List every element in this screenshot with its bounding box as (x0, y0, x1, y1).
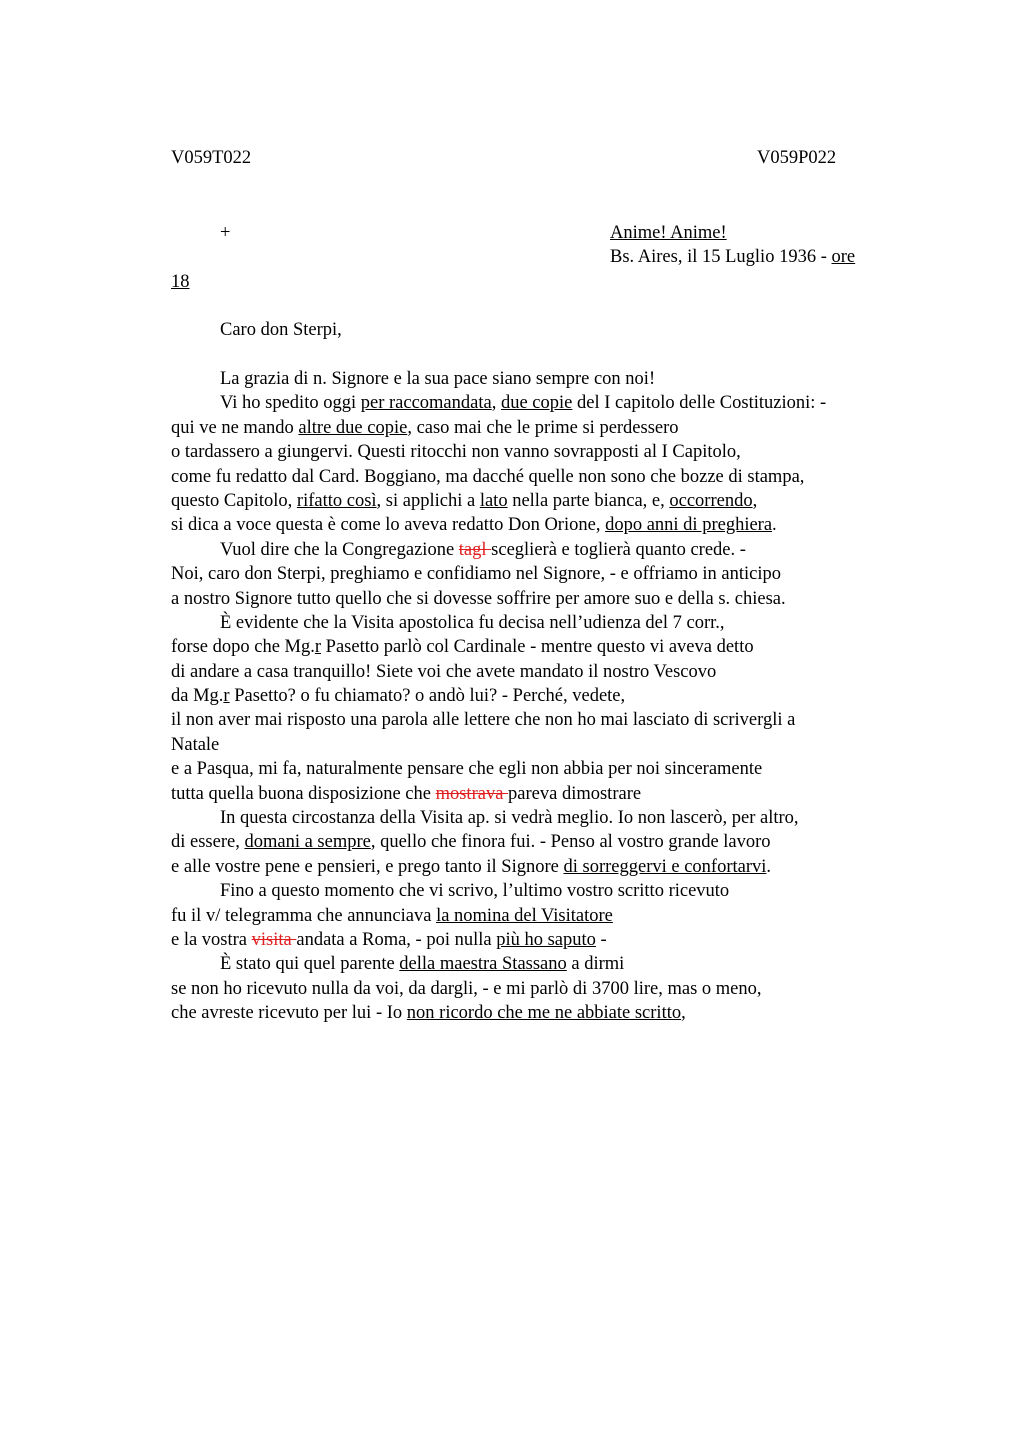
text-run: di andare a casa tranquillo! Siete voi che avete mandato il nostro Vescovo (171, 661, 717, 682)
text-run: Vi ho spedito oggi (220, 393, 361, 414)
dateline-time-continued: 18 (171, 272, 190, 292)
body-line (171, 1001, 931, 1025)
text-run: o tardassero a giungervi. Questi ritocchi non vanno sovrapposti al I Capitolo, (171, 442, 741, 463)
underlined-text: due copie (500, 393, 573, 414)
text-run: Natale (171, 734, 220, 755)
text-run: È stato qui quel parente (220, 954, 400, 975)
text-run: È evidente che la Visita apostolica fu decisa nell’udienza del 7 corr., (220, 612, 725, 633)
text-run: qui ve ne mando (171, 417, 299, 438)
text-run: , quello che finora fui. - Penso al vostro grande lavoro (370, 832, 771, 853)
body-line (171, 782, 931, 806)
text-run: , si applichi a (376, 490, 480, 511)
letter-body (171, 367, 931, 1026)
text-run: del I capitolo delle Costituzioni: - (572, 393, 827, 414)
text-run: che avreste ricevuto per lui - Io (171, 1003, 407, 1024)
underlined-text: della maestra Stassano (399, 954, 567, 975)
text-run: sceglierà e toglierà quanto crede. - (491, 539, 746, 560)
text-run: , (681, 1003, 686, 1024)
text-run: , (752, 490, 758, 511)
underlined-text: per raccomandata (360, 393, 492, 414)
body-line (171, 440, 931, 464)
text-run: come fu redatto dal Card. Boggiano, ma dacché quelle non sono che bozze di stampa, (171, 466, 805, 487)
text-run: di essere, (171, 832, 245, 853)
body-line (171, 708, 931, 732)
body-line (171, 684, 931, 708)
text-run: - (595, 929, 607, 950)
text-run: , caso mai che le prime si perdessero (407, 417, 679, 438)
underlined-text: lato (479, 490, 508, 511)
text-run: se non ho ricevuto nulla da voi, da dargli, - e mi parlò di 3700 lire, mas o meno, (171, 978, 762, 999)
underlined-text: di sorreggervi e confortarvi (563, 856, 767, 877)
underlined-text: r (223, 686, 230, 707)
struck-text: tagl (458, 539, 492, 560)
body-line (171, 830, 931, 854)
underlined-text: non ricordo che me ne abbiate scritto (406, 1003, 682, 1024)
right-reference-code: V059P022 (757, 148, 837, 168)
text-run: forse dopo che Mg. (171, 637, 315, 658)
text-run: . (766, 856, 772, 877)
cross-mark: + (220, 223, 231, 243)
struck-text: visita (251, 929, 297, 950)
body-line (171, 465, 931, 489)
body-line (171, 489, 931, 513)
underlined-text: r (314, 637, 322, 658)
salutation: Caro don Sterpi, (220, 320, 342, 340)
text-run: La grazia di n. Signore e la sua pace siano sempre con noi! (220, 369, 656, 389)
body-line (171, 928, 931, 952)
text-run: Pasetto? o fu chiamato? o andò lui? - Perché, vedete, (229, 686, 626, 707)
underlined-text: la nomina del Visitatore (436, 905, 613, 926)
text-run: e a Pasqua, mi fa, naturalmente pensare che egli non abbia per noi sinceramente (171, 759, 763, 780)
dateline-time: ore (831, 247, 856, 267)
body-line (171, 611, 931, 635)
body-line (171, 660, 931, 684)
motto: Anime! Anime! (610, 223, 727, 243)
body-line (171, 879, 931, 903)
underlined-text: dopo anni di preghiera (605, 515, 773, 536)
body-line (171, 635, 931, 659)
text-run: Fino a questo momento che vi scrivo, l’ultimo vostro scritto ricevuto (220, 881, 730, 902)
text-run: si dica a voce questa è come lo aveva redatto Don Orione, (171, 515, 606, 536)
text-run: da Mg. (171, 686, 224, 707)
text-run: Vuol dire che la Congregazione (220, 539, 459, 560)
text-run: il non aver mai risposto una parola alle lettere che non ho mai lasciato di scrivergli a (171, 710, 796, 731)
underlined-text: rifatto così (296, 490, 377, 511)
text-run: In questa circostanza della Visita ap. si vedrà meglio. Io non lascerò, per altro, (220, 808, 799, 829)
dateline (610, 245, 855, 269)
underlined-text: occorrendo (669, 490, 753, 511)
text-run: , (491, 393, 501, 414)
text-run: a nostro Signore tutto quello che si dovesse soffrire per amore suo e della s. chiesa. (171, 588, 786, 609)
text-run: questo Capitolo, (171, 490, 297, 511)
body-line (171, 538, 931, 562)
dateline-place-date: Bs. Aires, il 15 Luglio 1936 - (610, 247, 832, 267)
underlined-text: più ho saputo (496, 929, 596, 950)
text-run: . (772, 515, 777, 536)
body-line (171, 806, 931, 830)
body-line (171, 562, 931, 586)
text-run: fu il v/ telegramma che annunciava (171, 905, 437, 926)
text-run: andata a Roma, - poi nulla (296, 929, 497, 950)
struck-text: mostrava (435, 783, 509, 804)
body-line (171, 855, 931, 879)
text-run: Pasetto parlò col Cardinale - mentre questo vi aveva detto (321, 637, 754, 658)
text-run: e alle vostre pene e pensieri, e prego tanto il Signore (171, 856, 564, 877)
text-run: Noi, caro don Sterpi, preghiamo e confidiamo nel Signore, - e offriamo in anticipo (171, 564, 781, 585)
text-run: nella parte bianca, e, (507, 490, 670, 511)
underlined-text: altre due copie (298, 417, 408, 438)
body-line (171, 367, 931, 391)
body-line (171, 733, 931, 757)
body-line (171, 513, 931, 537)
text-run: e la vostra (171, 929, 252, 950)
body-line (171, 757, 931, 781)
text-run: tutta quella buona disposizione che (171, 783, 436, 804)
underlined-text: domani a sempre (244, 832, 371, 853)
body-line (171, 904, 931, 928)
body-line (171, 952, 931, 976)
text-run: pareva dimostrare (508, 783, 642, 804)
body-line (171, 977, 931, 1001)
text-run: a dirmi (566, 954, 625, 975)
body-line (171, 587, 931, 611)
body-line (171, 391, 931, 415)
left-reference-code: V059T022 (171, 148, 252, 168)
body-line (171, 416, 931, 440)
